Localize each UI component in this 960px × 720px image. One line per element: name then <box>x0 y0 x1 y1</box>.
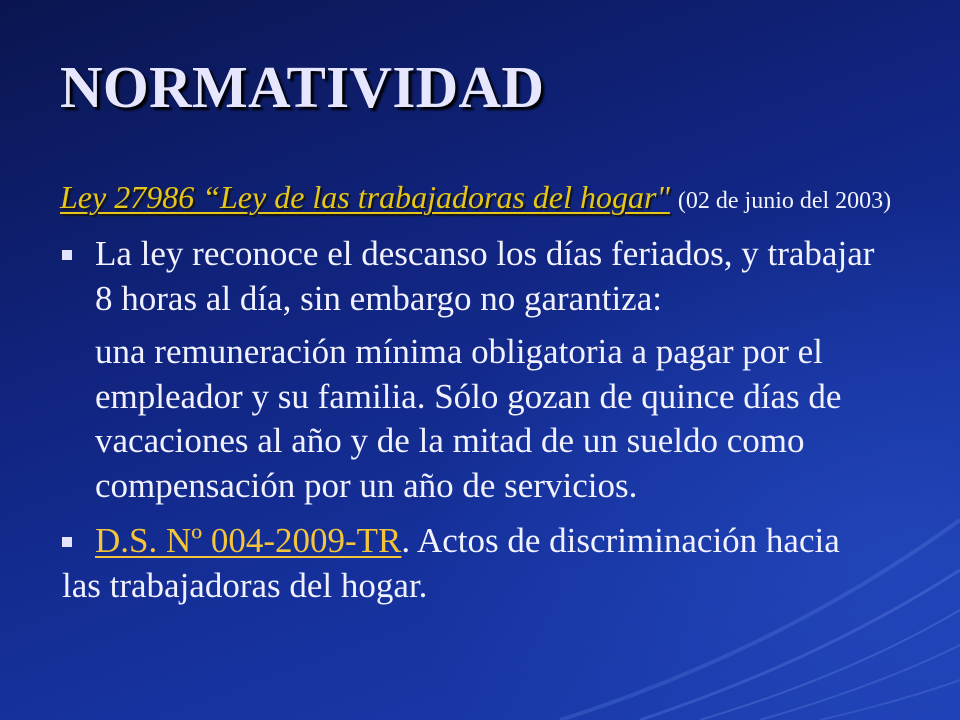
detail-paragraph <box>95 330 841 508</box>
law-heading <box>60 181 891 217</box>
bullet-2-text: . Actos de discriminación hacia <box>401 521 840 560</box>
law-link[interactable]: Ley 27986 “Ley de las trabajadoras del hogar" <box>60 179 670 215</box>
paragraph-line: vacaciones al año y de la mitad de un sueldo como <box>95 421 805 460</box>
bullet-2-line <box>95 518 840 563</box>
paragraph-line: empleador y su familia. Sólo gozan de quince días de <box>95 376 842 416</box>
law-date: (02 de junio del 2003) <box>677 188 892 214</box>
decree-link[interactable]: D.S. Nº 004-2009-TR <box>95 521 402 560</box>
square-bullet-icon <box>62 537 72 547</box>
paragraph-line: una remuneración mínima obligatoria a pagar por el <box>95 332 823 371</box>
bullet-1-line: La ley reconoce el descanso los días feriados, y trabajar <box>95 234 875 273</box>
paragraph-line: compensación por un año de servicios. <box>95 465 638 505</box>
bullet-2-line: las trabajadoras del hogar. <box>62 566 428 605</box>
square-bullet-icon <box>62 250 72 260</box>
slide-title: NORMATIVIDAD <box>60 54 545 120</box>
bullet-1-text <box>95 231 874 321</box>
bullet-1-line: 8 horas al día, sin embargo no garantiza: <box>95 279 662 318</box>
